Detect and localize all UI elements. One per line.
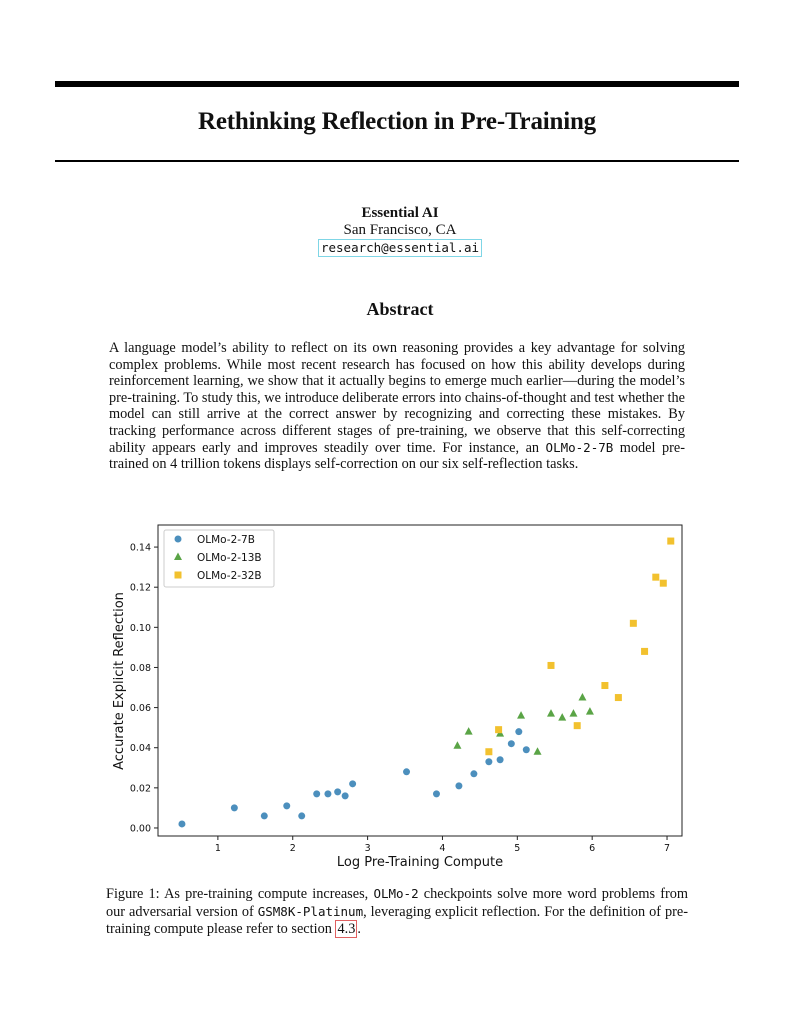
data-point-circle — [342, 792, 349, 799]
data-point-square — [574, 722, 581, 729]
caption-code1: OLMo-2 — [373, 886, 419, 901]
y-tick-label: 0.00 — [129, 823, 151, 835]
section-ref-link[interactable]: 4.3 — [337, 921, 356, 937]
top-rule — [55, 81, 739, 87]
data-point-circle — [523, 746, 530, 753]
data-point-triangle — [453, 741, 461, 749]
data-point-triangle — [547, 709, 555, 717]
title-rule — [55, 160, 739, 162]
caption-part4: . — [357, 921, 361, 937]
abstract-part2: model pre-trained on 4 trillion tokens displays self-correction on our six self-reflection tasks. — [109, 439, 685, 473]
x-tick-label: 4 — [439, 843, 446, 854]
y-tick-label: 0.08 — [129, 662, 151, 674]
data-point-circle — [261, 812, 268, 819]
data-point-circle — [349, 780, 356, 787]
data-point-triangle — [517, 711, 525, 719]
data-point-circle — [178, 820, 185, 827]
data-point-square — [601, 682, 608, 689]
data-point-circle — [455, 782, 462, 789]
data-point-triangle — [569, 709, 577, 717]
data-point-circle — [433, 790, 440, 797]
x-tick-label: 3 — [364, 843, 371, 854]
legend-marker-square — [175, 572, 182, 579]
data-point-circle — [497, 756, 504, 763]
scatter-chart — [105, 515, 695, 875]
abstract-text — [109, 340, 685, 473]
y-tick-label: 0.06 — [129, 703, 151, 715]
data-point-square — [660, 580, 667, 587]
data-point-circle — [470, 770, 477, 777]
abstract-model-code: OLMo-2-7B — [545, 439, 614, 455]
data-point-triangle — [465, 727, 473, 735]
caption-part2: checkpoints solve more word problems from our adversarial version of — [106, 886, 689, 920]
data-point-square — [495, 726, 502, 733]
legend-label: OLMo-2-7B — [197, 534, 255, 546]
data-point-square — [652, 574, 659, 581]
caption-label: Figure 1: — [106, 886, 160, 902]
legend-label: OLMo-2-13B — [197, 552, 262, 564]
y-tick-label: 0.14 — [129, 542, 151, 554]
y-tick-label: 0.12 — [129, 582, 151, 594]
abstract-heading: Abstract — [366, 299, 434, 319]
data-point-circle — [508, 740, 515, 747]
paper-title: Rethinking Reflection in Pre-Training — [198, 108, 596, 135]
axis-ticks — [130, 543, 670, 854]
x-tick-label: 6 — [589, 843, 596, 854]
x-tick-label: 2 — [289, 843, 296, 854]
caption-part3: , leveraging explicit reflection. For the definition of pre-training compute please refer to section — [106, 904, 688, 937]
data-point-circle — [515, 728, 522, 735]
x-tick-label: 5 — [514, 843, 521, 854]
data-point-square — [630, 620, 637, 627]
y-axis-label: Accurate Explicit Reflection — [112, 592, 127, 770]
data-point-square — [548, 662, 555, 669]
caption-code2: GSM8K-Platinum — [257, 904, 364, 919]
data-point-square — [615, 694, 622, 701]
author-email-link[interactable]: research@essential.ai — [318, 239, 482, 257]
legend-label: OLMo-2-32B — [197, 570, 262, 582]
data-point-triangle — [558, 713, 566, 721]
data-point-square — [667, 538, 674, 545]
data-point-circle — [283, 802, 290, 809]
caption-part1: As pre-training compute increases, — [159, 886, 374, 902]
data-point-circle — [403, 768, 410, 775]
data-point-square — [641, 648, 648, 655]
author-block — [0, 205, 800, 257]
y-tick-label: 0.10 — [129, 622, 151, 634]
x-axis-label: Log Pre-Training Compute — [336, 855, 504, 870]
data-point-circle — [313, 790, 320, 797]
x-tick-label: 7 — [664, 843, 671, 854]
legend — [164, 530, 274, 587]
data-point-circle — [485, 758, 492, 765]
data-point-triangle — [534, 747, 542, 755]
data-point-circle — [298, 812, 305, 819]
author-location: San Francisco, CA — [343, 222, 457, 238]
author-org: Essential AI — [361, 205, 439, 221]
figure-caption — [106, 885, 688, 938]
data-point-circle — [324, 790, 331, 797]
data-point-circle — [231, 804, 238, 811]
data-point-square — [485, 748, 492, 755]
y-tick-label: 0.02 — [129, 783, 151, 795]
x-tick-label: 1 — [214, 843, 221, 854]
legend-marker-circle — [175, 536, 182, 543]
abstract-part1: A language model’s ability to reflect on its own reasoning provides a key advantage for solving complex problems. While most recent research has focused on how this ability develops during reinforcement learning, we show that it actually begins to emerge much earlier—during the model’s pre-training. To study this, we introduce deliberate errors into chains-of-thought and test whether the model can still arrive at the correct answer by recognizing and correcting these mistakes. By tracking performance across different stages of pre-training, we observe that this self-correcting ability appears early and improves steadily over time. For instance, an — [109, 340, 685, 456]
data-point-triangle — [578, 693, 586, 701]
data-point-circle — [334, 788, 341, 795]
data-point-triangle — [586, 707, 594, 715]
y-tick-label: 0.04 — [129, 743, 151, 755]
